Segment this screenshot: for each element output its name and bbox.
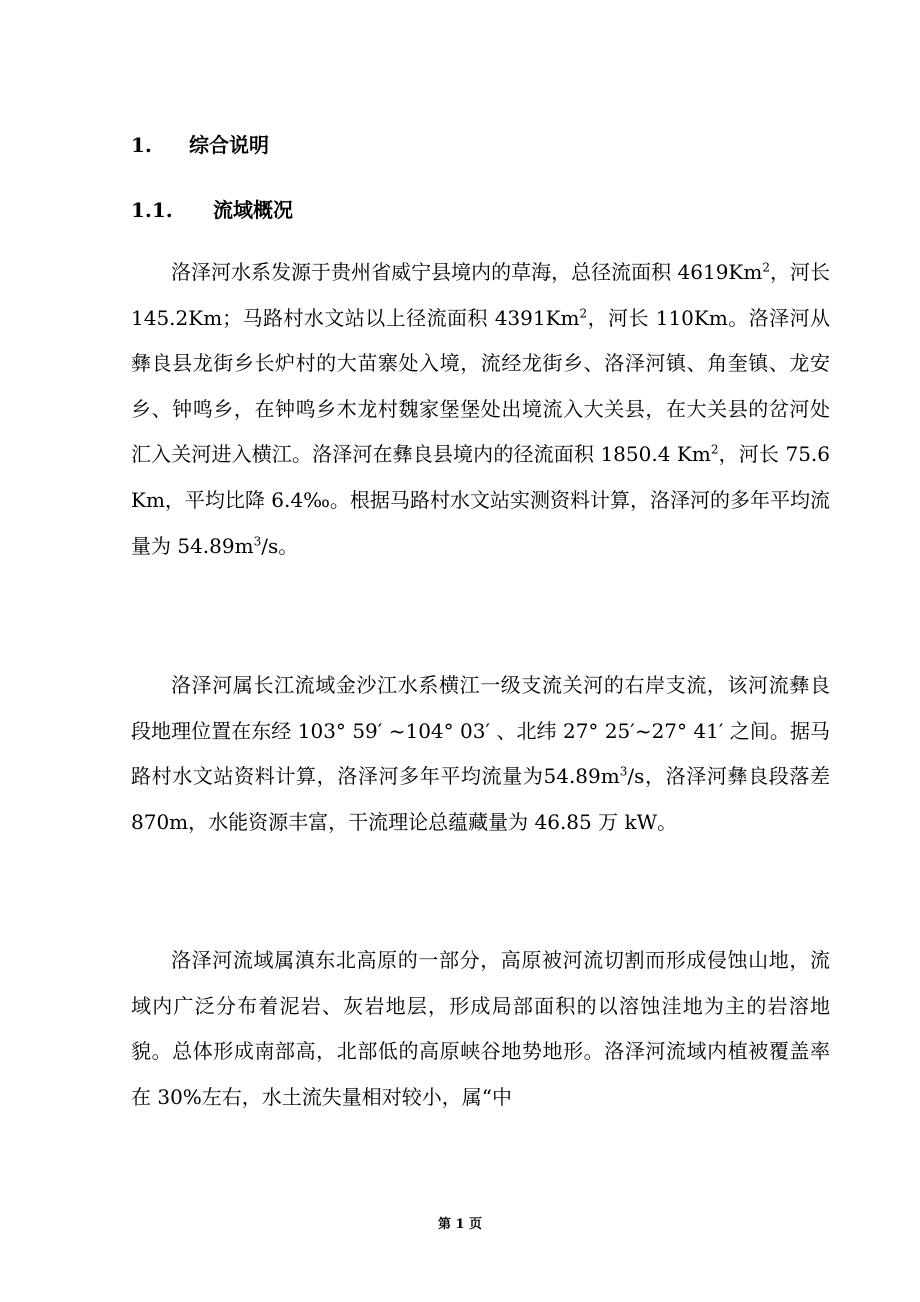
section-heading-1-1 [131,198,293,222]
text-run: 角奎镇、龙安乡、钟鸣乡，在钟鸣乡木龙村魏家堡堡处出境流入大关 [131,351,831,421]
text-run: 藏量为 46.85 万 kW。 [468,809,678,834]
text-run: 流面积 1850.4 Km [533,442,711,467]
text-run: ， [769,260,790,284]
text-run: ，河长 75.6 Km，平均比降 6.4‰。根据马路村水文 [131,442,831,512]
paragraph-terrain [131,938,830,1120]
section-heading-1 [131,133,269,157]
superscript: 2 [710,442,719,457]
text-run: ，河长 110Km。洛 [587,305,770,330]
paragraph-geographic-location [131,663,830,845]
section-number: 1. [131,133,152,157]
superscript: 2 [762,260,770,275]
paragraph-basin-source [131,250,830,569]
text-run: 洛泽河水系发源于贵州省威宁县境内的草海，总径流面积 4619Km [171,260,763,284]
text-run: 54.89m [543,764,620,789]
text-run: 洛泽河流域内植被覆盖率在 30%左右，水土流失量相对较小，属“中 [131,1039,831,1109]
superscript: 2 [579,305,588,320]
text-run: 泽河从彝良县龙街乡长炉村的大苗寨处入境，流经龙街乡、洛泽河镇、 [131,305,831,376]
text-run: 地为主的岩溶地貌。总体形成南部高，北部低的高原峡谷地势地形。 [131,993,830,1064]
text-run: 河流彝良段地理位置在东经 103° 59′ ~104° 03′ 、北纬 27° 25′ [131,673,831,743]
text-run: 洛泽河属长江流域金沙江水系横江一级支流关河的右岸支流，该 [171,673,749,697]
text-run: ~27° 41′ 之间。据马路村水文站资料计算，洛泽河多年平均流量为 [131,718,830,789]
superscript: 3 [253,533,262,548]
text-run: 河长 145.2Km；马路村水文站以上径流面积 4391Km [131,260,831,330]
superscript: 3 [619,764,628,779]
subsection-number: 1.1. [131,198,173,222]
text-run: /s。 [261,533,299,558]
text-run: /s，洛泽河彝良段落差 870m，水能资源丰富，干流理论总蕴 [131,764,830,834]
subsection-title: 流域概况 [213,198,293,222]
text-run: 洛泽河流域属滇东北高原的一部分，高原被河流切割而形成侵蚀 [171,948,749,972]
text-run: 山地，流域内广泛分布着泥岩、灰岩地层，形成局部面积的以溶蚀洼 [131,948,831,1018]
text-run: 站实测资料计算，洛泽河的多年平均流量为 54.89m [131,487,831,558]
section-title: 综合说明 [189,133,269,157]
page-number-footer: 第 1 页 [437,1217,483,1232]
text-run: 县，在大关县的岔河处汇入关河进入横江。洛泽河在彝良县境内的径 [131,396,831,467]
